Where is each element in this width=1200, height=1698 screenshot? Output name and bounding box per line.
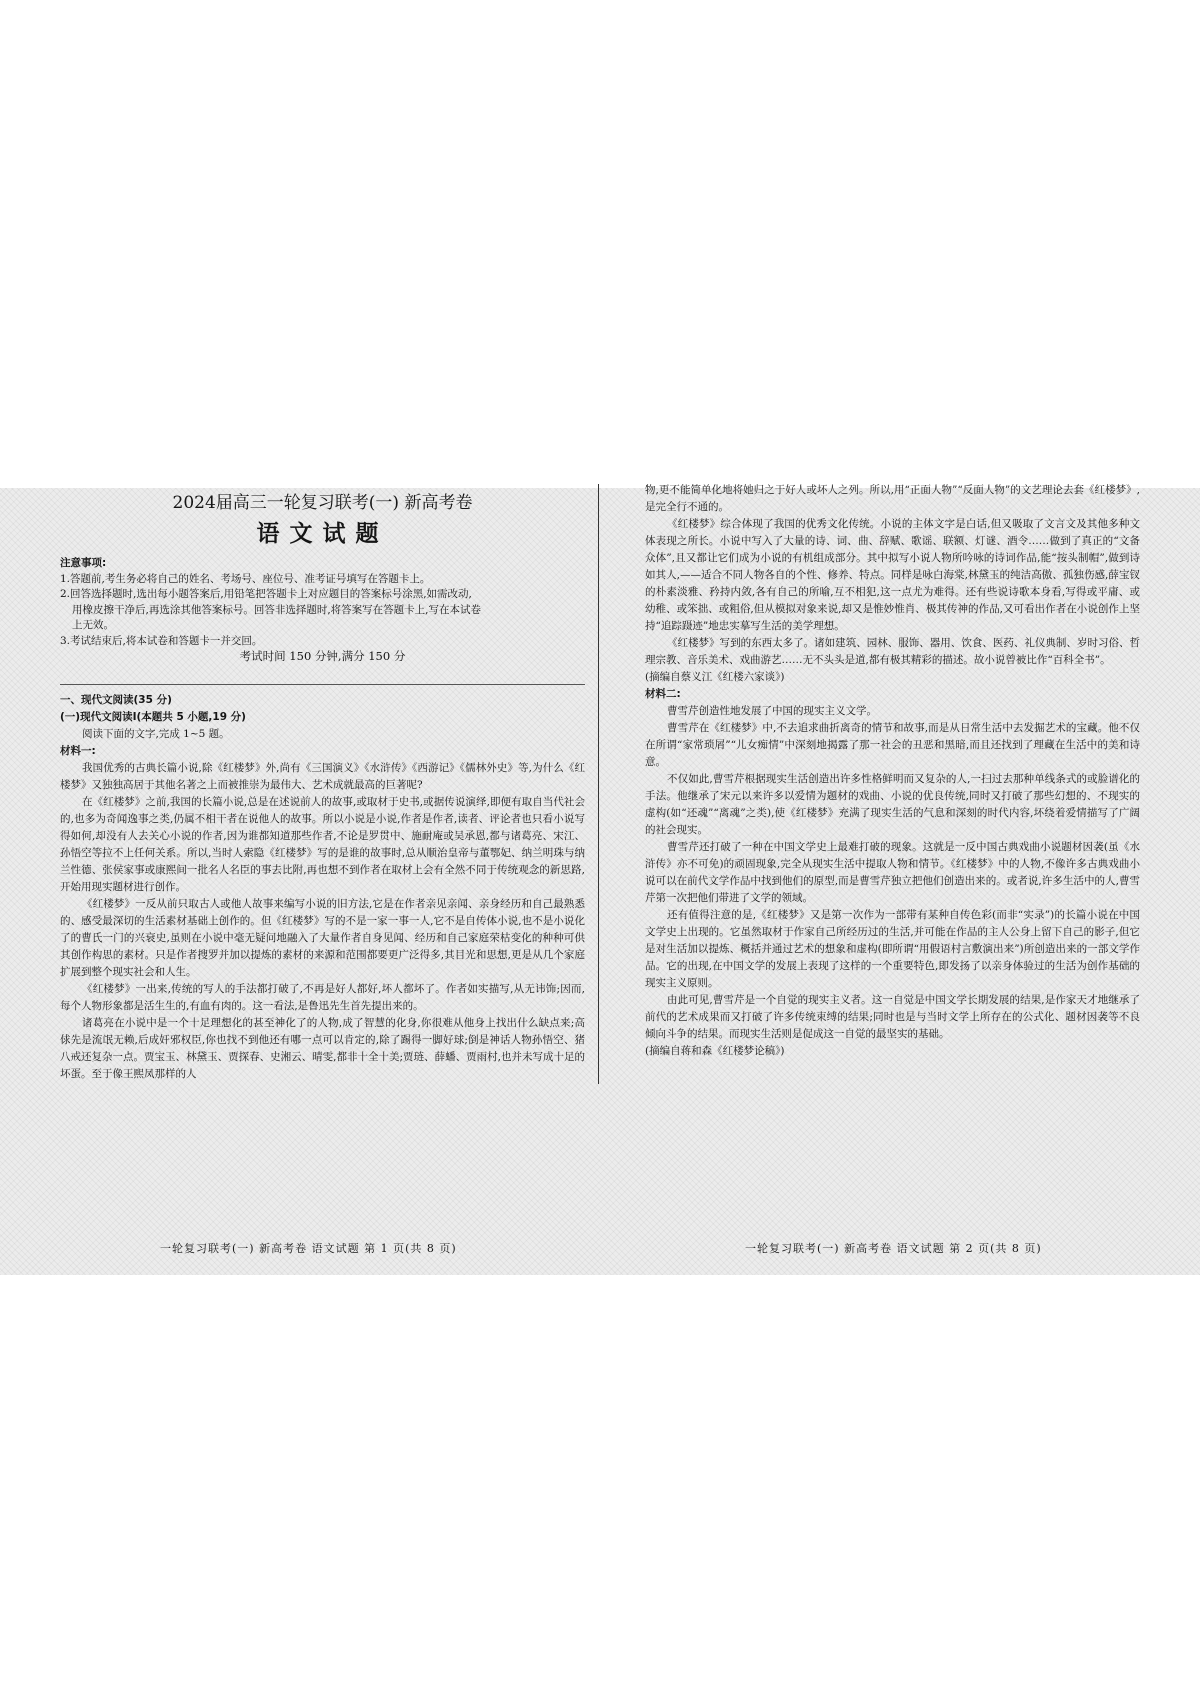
material-1-label: 材料一: [60, 745, 96, 757]
section-title: 一、现代文阅读(35 分) [60, 694, 172, 706]
notice-block [60, 556, 585, 665]
right-paragraph: 还有值得注意的是,《红楼梦》又是第一次作为一部带有某种自传色彩(而非“实录”)的长篇小说在中国文学史上出现的。它虽然取材于作家自己所经历过的生活,并可能在作品的主人公身上留下自己的影子,但它是对生活加以提炼、概括并通过艺术的想象和虚构(即所谓“用假语村言敷演出来”)所创造出来的一部文学作品。它的出现,在中国文学的发展上表现了这样的一个重要特色,即发扬了以亲身体验过的生活为创作基础的现实主义原则。 [645, 909, 1140, 989]
left-paragraph: 诸葛亮在小说中是一个十足理想化的甚至神化了的人物,成了智慧的化身,你很难从他身上找出什么缺点来;高俅先是流氓无赖,后成奸邪权臣,你也找不到他还有哪一点可以肯定的,除了踢得一脚好球;倒是神话人物孙悟空、猪八戒还复杂一点。贾宝玉、林黛玉、贾探春、史湘云、晴雯,都非十全十美;贾琏、薛蟠、贾雨村,也并未写成十足的坏蛋。至于像王熙凤那样的人 [60, 1017, 585, 1080]
source-citation-1: (摘编自蔡义江《红楼六家谈》) [645, 671, 785, 683]
left-page [60, 488, 585, 1275]
left-page-footer: 一轮复习联考(一) 新高考卷 语文试题 第 1 页(共 8 页) [160, 1242, 457, 1255]
notice-item-2c: 上无效。 [72, 619, 114, 631]
left-paragraph: 《红楼梦》一反从前只取古人或他人故事来编写小说的旧方法,它是在作者亲见亲闻、亲身经历和自己最熟悉的、感受最深切的生活素材基础上创作的。但《红楼梦》写的不是一家一事一人,它不是自传体小说,也不是小说化了的曹氏一门的兴衰史,虽则在小说中毫无疑问地融入了大量作者自身见闻、经历和自己家庭荣枯变化的种种可供其创作构思的素材。只是作者搜罗并加以提炼的素材的来源和范围都要更广泛得多,其目光和思想,更是从几个家庭扩展到整个现实社会和人生。 [60, 898, 585, 978]
right-paragraph: 曹雪芹在《红楼梦》中,不去追求曲折离奇的情节和故事,而是从日常生活中去发掘艺术的宝藏。他不仅在所谓“家常琐屑”“儿女痴情”中深刻地揭露了那一社会的丑恶和黑暗,而且还找到了理藏在生活中的美和诗意。 [645, 722, 1140, 768]
right-paragraph: 不仅如此,曹雪芹根据现实生活创造出许多性格鲜明而又复杂的人,一扫过去那种单线条式的或脸谱化的手法。他继承了宋元以来许多以爱情为题材的戏曲、小说的优良传统,同时又打破了那些幻想的、不现实的虚构(如“还魂”“离魂”之类),使《红楼梦》充满了现实生活的气息和深刻的时代内容,坏绕着爱情描写了广阔的社会现实。 [645, 773, 1140, 836]
right-page-footer: 一轮复习联考(一) 新高考卷 语文试题 第 2 页(共 8 页) [745, 1242, 1042, 1255]
left-paragraph: 我国优秀的古典长篇小说,除《红楼梦》外,尚有《三国演义》《水浒传》《西游记》《儒林外史》等,为什么《红楼梦》又独独高居于其他名著之上而被推崇为最伟大、艺术成就最高的巨著呢? [60, 762, 585, 791]
left-paragraph: 在《红楼梦》之前,我国的长篇小说,总是在述说前人的故事,或取材于史书,或据传说演绎,即便有取自当代社会的,也多为奇闻逸事之类,仍属不相干者在说他人的故事。所以小说是小说,作者是作者,读者、评论者也只看小说写得如何,却没有人去关心小说的作者,因为谁都知道那些作者,不论是罗贯中、施耐庵或吴承恩,都与诸葛亮、宋江、孙悟空等拉不上任何关系。所以,当时人索隐《红楼梦》写的是谁的故事时,总从顺治皇帝与董鄂妃、纳兰明珠与纳兰性德、张侯家事或康熙间一批名人名臣的事去比附,再也想不到作者在取材上会有全然不同于传统观念的新思路,开始用现实题材进行创作。 [60, 796, 585, 893]
exam-time: 考试时间 150 分钟,满分 150 分 [239, 649, 406, 663]
right-page [645, 482, 1140, 1269]
right-paragraph: 曹雪芹还打破了一种在中国文学史上最难打破的现象。这就是一反中国古典戏曲小说题材因袭(虽《水浒传》亦不可免)的顽固现象,完全从现实生活中提取人物和情节。《红楼梦》中的人物,不像许多古典戏曲小说可以在前代文学作品中找到他们的原型,而是曹雪芹独立把他们创造出来的。或者说,许多生活中的人,曹雪芹第一次把他们带进了文学的领域。 [645, 841, 1140, 904]
notice-item-2b: 用橡皮擦干净后,再选涂其他答案标号。回答非选择题时,将答案写在答题卡上,写在本试卷 [72, 603, 482, 616]
right-paragraph: 由此可见,曹雪芹是一个自觉的现实主义者。这一自觉是中国文学长期发展的结果,是作家天才地继承了前代的艺术成果而又打破了许多传统束缚的结果;同时也是与当时文学上所存在的公式化、题材因袭等不良倾向斗争的结果。而现实生活则是促成这一自觉的最坚实的基础。 [645, 994, 1140, 1040]
material-2-label: 材料二: [645, 688, 681, 700]
right-paragraph: 曹雪芹创造性地发展了中国的现实主义文学。 [667, 705, 877, 717]
page-divider [598, 484, 599, 1084]
instruction-text: 阅读下面的文字,完成 1~5 题。 [82, 728, 230, 740]
reading-section [60, 692, 585, 1083]
notice-item-3: 3.考试结束后,将本试卷和答题卡一并交回。 [60, 634, 263, 647]
source-citation-2: (摘编自蒋和森《红楼梦论稿》) [645, 1045, 785, 1057]
notice-heading: 注意事项: [60, 557, 107, 569]
header-rule [60, 684, 585, 685]
right-text-top [645, 482, 1140, 1060]
right-paragraph: 《红楼梦》写到的东西太多了。诸如建筑、园林、服饰、器用、饮食、医药、礼仪典制、岁时习俗、哲理宗教、音乐美术、戏曲游艺……无不头头是道,都有极其精彩的描述。故小说曾被比作“百科全书”。 [645, 637, 1140, 666]
exam-subject-title: 语文试题 [256, 521, 389, 547]
right-paragraph: 物,更不能简单化地将她归之于好人或坏人之列。所以,用“正面人物”“反面人物”的文艺理论去套《红楼梦》,是完全行不通的。 [645, 484, 1140, 513]
subsection-title: (一)现代文阅读Ⅰ(本题共 5 小题,19 分) [60, 711, 246, 723]
notice-item-1: 1.答题前,考生务必将自己的姓名、考场号、座位号、准考证号填写在答题卡上。 [60, 572, 431, 585]
right-paragraph: 《红楼梦》综合体现了我国的优秀文化传统。小说的主体文字是白话,但又吸取了文言文及其他多种文体表现之所长。小说中写入了大量的诗、词、曲、辞赋、歌谣、联额、灯谜、酒令……做到了真正的“文备众体”,且又都让它们成为小说的有机组成部分。其中拟写小说人物所吟咏的诗词作品,能“按头制帽”,做到诗如其人,——适合不同人物各自的个性、修养、特点。同样是咏白海棠,林黛玉的纯洁高傲、孤独伤感,薛宝钗的朴素淡雅、矜持内敛,各有自己的所喻,互不相犯,这一点尤为难得。还有些说诗歌本身看,写得或平庸、或幼稚、或笨拙、或粗俗,但从模拟对象来说,却又是惟妙惟肖、极其传神的作品,又可看出作者在小说创作上坚持“追踪蹑迹”地忠实摹写生活的美学理想。 [645, 518, 1140, 632]
exam-title-line: 2024届高三一轮复习联考(一) 新高考卷 [172, 493, 473, 513]
left-paragraph: 《红楼梦》一出来,传统的写人的手法都打破了,不再是好人都好,坏人都坏了。作者如实描写,从无讳饰;因而,每个人物形象都是活生生的,有血有肉的。这一看法,是鲁迅先生首先提出来的。 [60, 983, 585, 1012]
notice-item-2a: 2.回答选择题时,选出每小题答案后,用铅笔把答题卡上对应题目的答案标号涂黑,如需改动, [60, 588, 472, 600]
